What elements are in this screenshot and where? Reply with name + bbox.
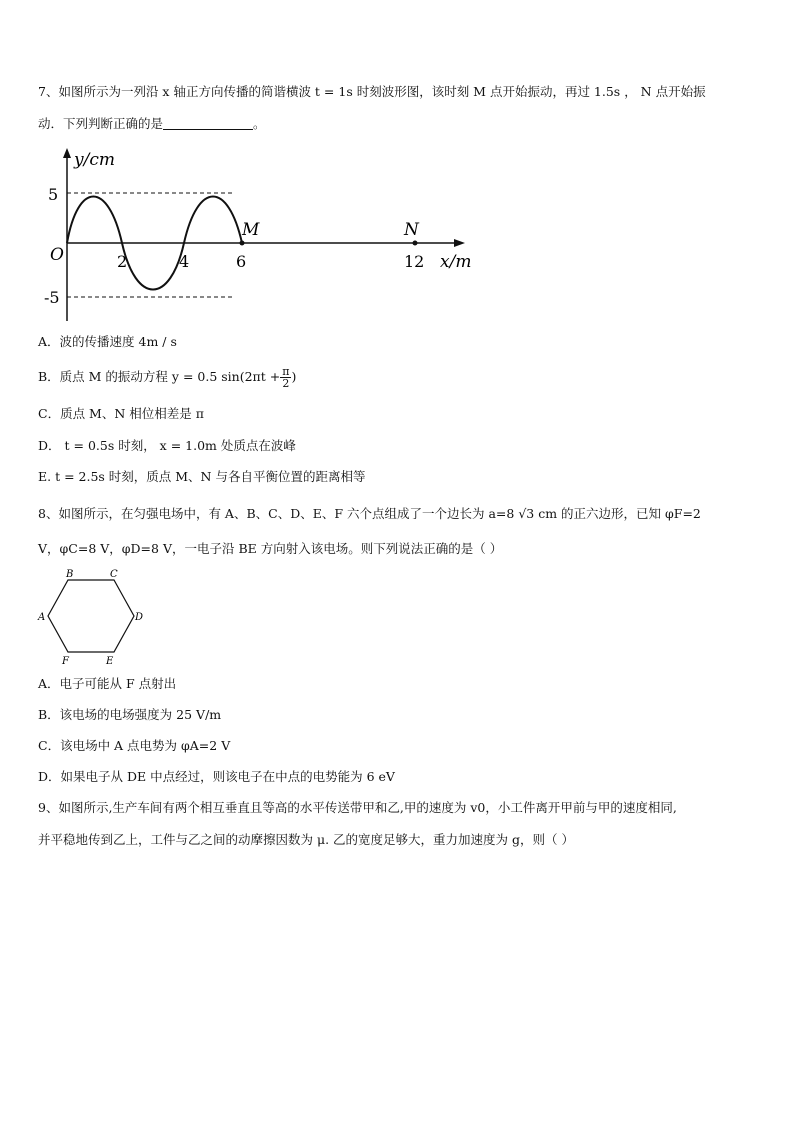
hex-label-f: F xyxy=(62,656,69,667)
fraction-numerator: π xyxy=(282,365,290,378)
q7-option-a[interactable]: A．波的传播速度 4m / s xyxy=(38,334,177,349)
answer-blank[interactable] xyxy=(163,117,253,130)
hex-label-e: E xyxy=(106,656,114,667)
q7-stem-prefix: 动．下列判断正确的是 xyxy=(38,116,164,131)
q9-stem-line2: 并平稳地传到乙上，工件与乙之间的动摩擦因数为 μ. 乙的宽度足够大，重力加速度为 g，则（ ） xyxy=(38,832,574,847)
y-tick-5: 5 xyxy=(48,185,59,204)
q8-stem-line2: V，φC=8 V，φD=8 V，一电子沿 BE 方向射入该电场。则下列说法正确的是（ ） xyxy=(38,541,503,556)
q7-option-b-tail: ) xyxy=(291,369,297,384)
fraction-denominator: 2 xyxy=(282,377,290,390)
point-m-dot xyxy=(240,241,245,246)
point-n-label: N xyxy=(404,220,419,240)
wave-graph xyxy=(40,145,480,330)
q8-option-a[interactable]: A．电子可能从 F 点射出 xyxy=(38,676,177,691)
hex-label-a: A xyxy=(38,612,46,623)
hexagon-shape xyxy=(48,580,134,652)
hex-label-c: C xyxy=(110,569,118,580)
x-tick-4: 4 xyxy=(179,252,190,271)
q8-option-c[interactable]: C．该电场中 A 点电势为 φA=2 V xyxy=(38,738,231,753)
x-tick-2: 2 xyxy=(117,252,128,271)
x-axis-arrow xyxy=(454,239,465,247)
q7-option-c[interactable]: C．质点 M、N 相位相差是 π xyxy=(38,406,204,421)
hex-label-b: B xyxy=(66,569,74,580)
fraction xyxy=(280,366,291,389)
q7-option-d[interactable]: D． t = 0.5s 时刻， x = 1.0m 处质点在波峰 xyxy=(38,438,296,453)
q9-stem-line1: 9、如图所示,生产车间有两个相互垂直且等高的水平传送带甲和乙,甲的速度为 v0，小工件离开甲前与甲的速度相同, xyxy=(38,800,677,815)
q8-option-b[interactable]: B．该电场的电场强度为 25 V/m xyxy=(38,707,222,722)
x-axis-label: x/m xyxy=(440,252,472,272)
origin-label: O xyxy=(50,245,64,265)
q8-option-d[interactable]: D．如果电子从 DE 中点经过，则该电子在中点的电势能为 6 eV xyxy=(38,769,395,784)
q7-stem-line2 xyxy=(38,116,266,132)
q7-stem-line1: 7、如图所示为一列沿 x 轴正方向传播的简谐横波 t = 1s 时刻波形图，该时刻 M 点开始振动，再过 1.5s ， N 点开始振 xyxy=(38,84,706,99)
hex-label-d: D xyxy=(135,612,144,623)
q7-option-b[interactable] xyxy=(38,364,296,390)
q7-option-e[interactable]: E. t = 2.5s 时刻，质点 M、N 与各自平衡位置的距离相等 xyxy=(38,469,366,484)
y-tick-neg5: -5 xyxy=(44,288,60,307)
y-axis-label: y/cm xyxy=(74,150,115,170)
x-tick-6: 6 xyxy=(236,252,247,271)
q7-option-b-text: B．质点 M 的振动方程 y = 0.5 sin(2πt + xyxy=(38,369,281,384)
q8-stem-line1: 8、如图所示，在匀强电场中，有 A、B、C、D、E、F 六个点组成了一个边长为 a=8 √3 cm 的正六边形，已知 φF=2 xyxy=(38,506,701,521)
x-tick-12: 12 xyxy=(404,252,425,271)
point-m-label: M xyxy=(242,220,260,240)
hexagon-figure xyxy=(36,566,146,670)
y-axis-arrow xyxy=(63,148,71,158)
q7-stem-suffix: 。 xyxy=(253,116,266,131)
point-n-dot xyxy=(413,241,418,246)
